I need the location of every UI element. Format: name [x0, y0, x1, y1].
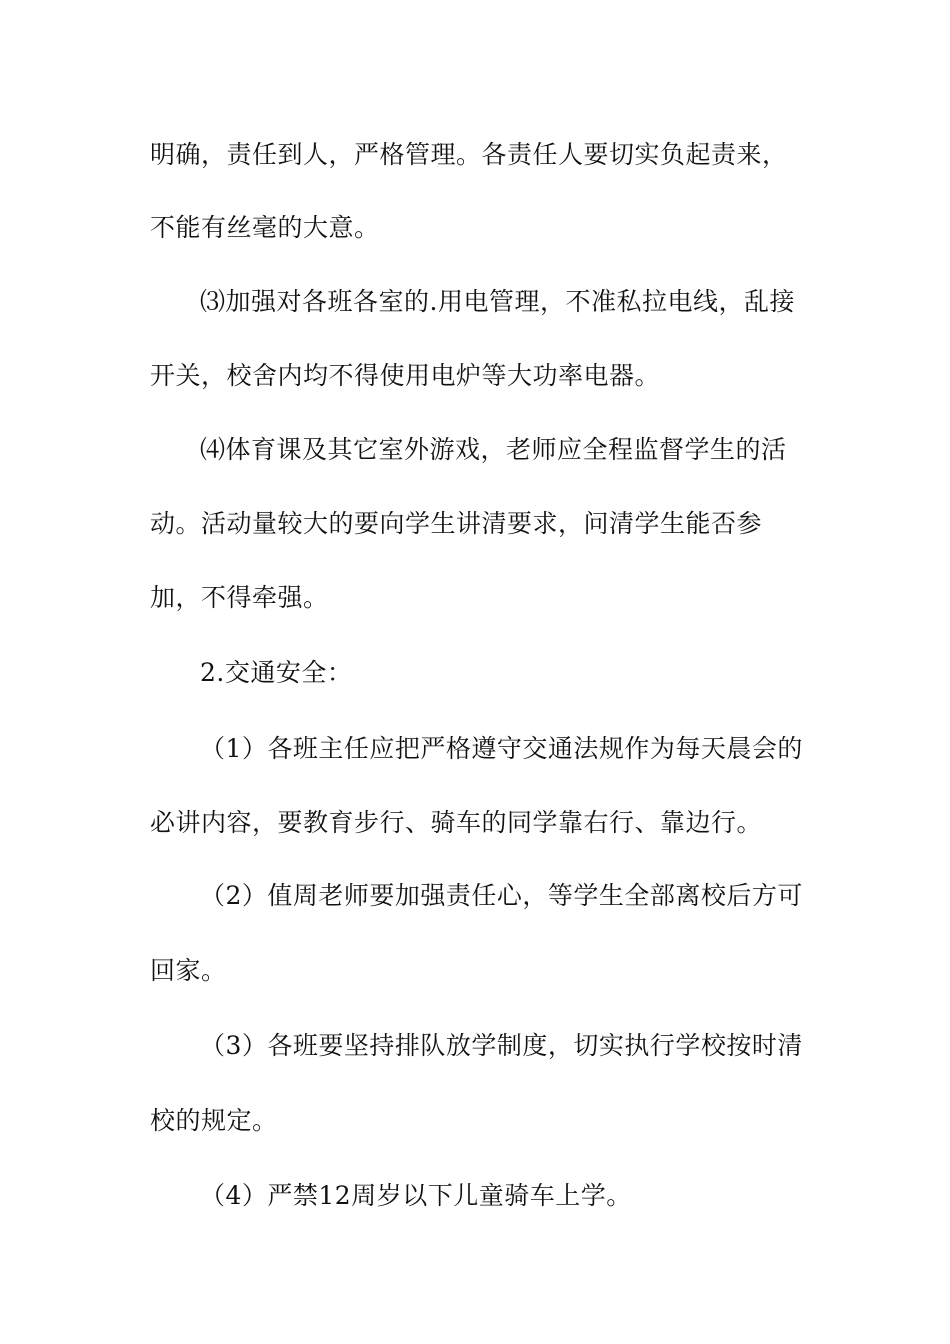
text-line-5: ⑷体育课及其它室外游戏，老师应全程监督学生的活 [200, 435, 787, 464]
text-line-8: 2.交通安全： [200, 658, 353, 687]
text-line-14: 校的规定。 [150, 1106, 278, 1135]
text-line-13: （3）各班要坚持排队放学制度，切实执行学校按时清 [200, 1031, 803, 1060]
text-line-11: （2）值周老师要加强责任心，等学生全部离校后方可 [200, 881, 803, 910]
text-line-3: ⑶加强对各班各室的.用电管理，不准私拉电线，乱接 [200, 287, 795, 316]
text-line-7: 加，不得牵强。 [150, 583, 329, 612]
text-line-1: 明确，责任到人，严格管理。各责任人要切实负起责来， [150, 140, 788, 169]
text-line-2: 不能有丝毫的大意。 [150, 213, 380, 242]
text-line-10: 必讲内容，要教育步行、骑车的同学靠右行、靠边行。 [150, 808, 763, 837]
text-line-12: 回家。 [150, 956, 227, 985]
text-line-9: （1）各班主任应把严格遵守交通法规作为每天晨会的 [200, 734, 803, 763]
text-line-4: 开关，校舍内均不得使用电炉等大功率电器。 [150, 361, 661, 390]
text-line-15: （4）严禁12周岁以下儿童骑车上学。 [200, 1181, 632, 1210]
text-line-6: 动。活动量较大的要向学生讲清要求，问清学生能否参 [150, 509, 763, 538]
